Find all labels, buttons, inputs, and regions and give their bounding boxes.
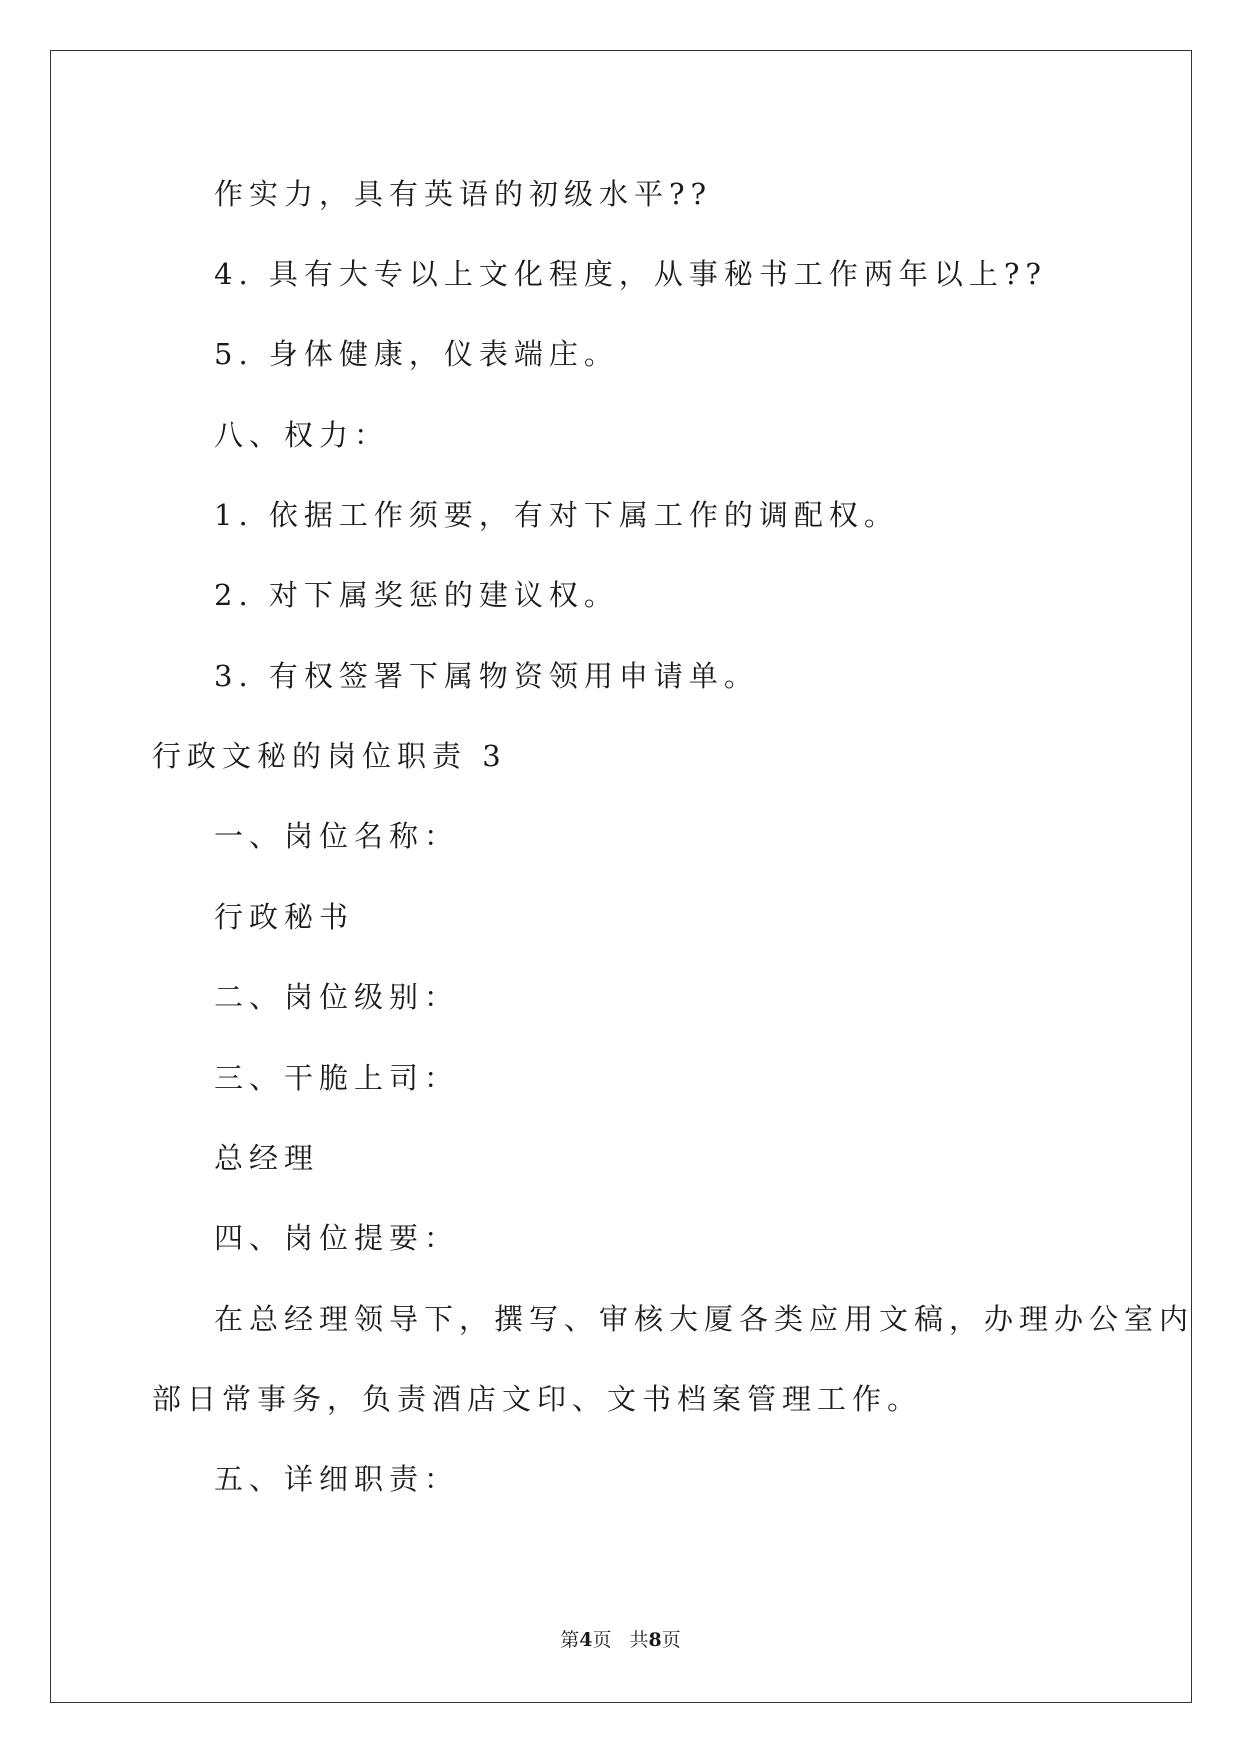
page-border bbox=[50, 50, 1195, 1703]
text-line: 4. 具有大专以上文化程度，从事秘书工作两年以上?? bbox=[214, 257, 1047, 291]
section-heading: 二、岗位级别： bbox=[214, 980, 460, 1014]
total-suffix: 页 bbox=[661, 1629, 681, 1651]
section-heading: 三、干脆上司： bbox=[214, 1061, 460, 1095]
text-line: 作实力，具有英语的初级水平?? bbox=[214, 177, 713, 211]
text-line: 5. 身体健康，仪表端庄。 bbox=[214, 337, 619, 371]
section-heading: 八、权力： bbox=[214, 418, 390, 452]
section-heading: 四、岗位提要： bbox=[214, 1221, 460, 1255]
page-footer bbox=[0, 1627, 1241, 1653]
page-suffix: 页 bbox=[592, 1629, 612, 1651]
section-heading: 一、岗位名称： bbox=[214, 819, 460, 853]
total-prefix: 共 bbox=[629, 1629, 649, 1651]
text-line: 1. 依据工作须要，有对下属工作的调配权。 bbox=[214, 498, 899, 532]
text-line: 总经理 bbox=[214, 1141, 320, 1175]
section-heading: 五、详细职责： bbox=[214, 1462, 460, 1496]
page-total: 8 bbox=[648, 1629, 662, 1651]
text-line: 在总经理领导下，撰写、审核大厦各类应用文稿，办理办公室内 bbox=[214, 1302, 1195, 1336]
text-line: 3. 有权签署下属物资领用申请单。 bbox=[214, 659, 759, 693]
page-current: 4 bbox=[579, 1629, 593, 1651]
text-line: 行政秘书 bbox=[214, 900, 355, 934]
document-title: 行政文秘的岗位职责 3 bbox=[152, 739, 507, 773]
page-prefix: 第 bbox=[560, 1629, 580, 1651]
text-line: 2. 对下属奖惩的建议权。 bbox=[214, 578, 619, 612]
text-line: 部日常事务，负责酒店文印、文书档案管理工作。 bbox=[152, 1382, 923, 1416]
